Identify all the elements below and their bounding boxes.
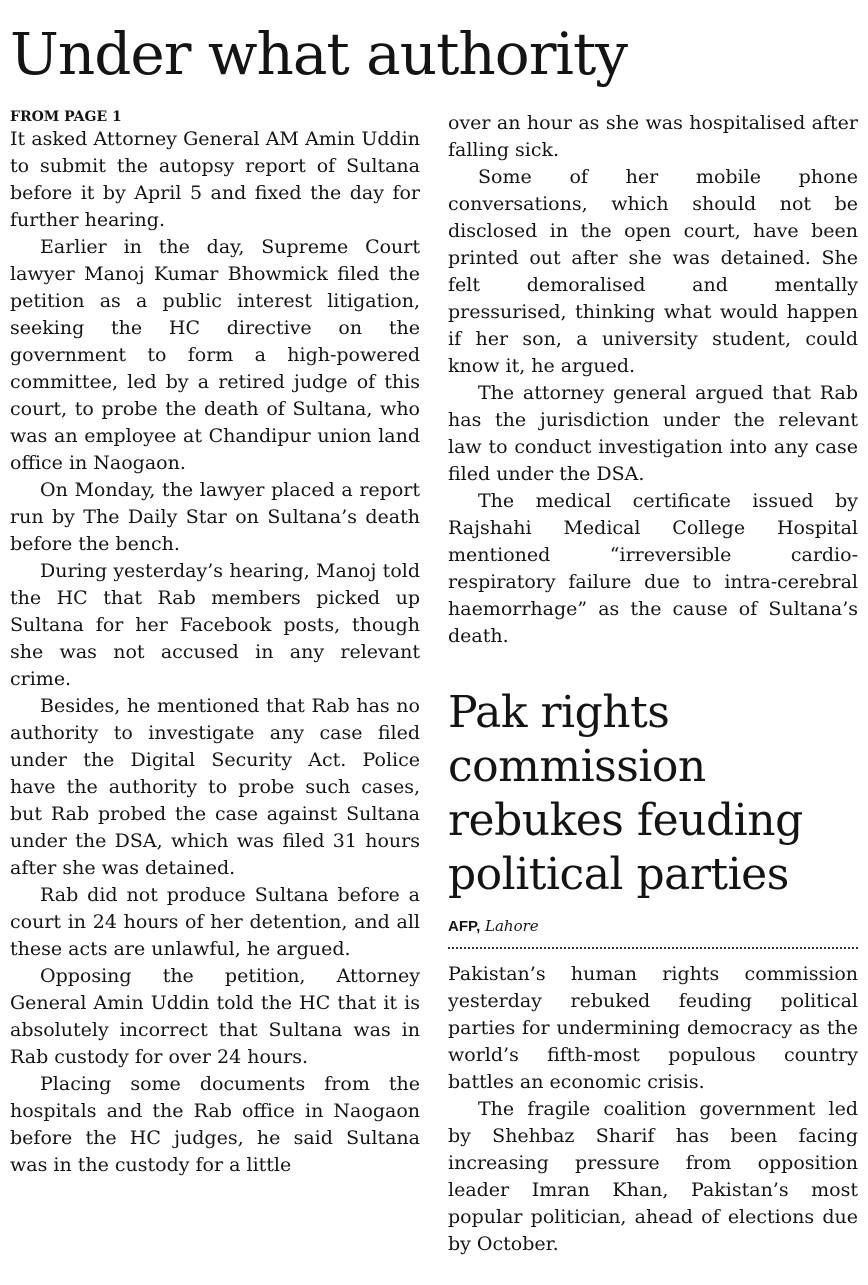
paragraph: The fragile coalition government led by Shehbaz Sharif has been facing increasing pressure from opposition leader Imran Khan, Pakistan’s most popular politician, ahead of elections due by October. — [448, 1098, 858, 1255]
kicker: FROM PAGE 1 — [10, 109, 122, 125]
paragraph: It asked Attorney General AM Amin Uddin to submit the autopsy report of Sultana before it by April 5 and fixed the day for further hearing. — [10, 128, 420, 231]
story2-headline: Pak rights commission rebukes feuding political parties — [448, 687, 803, 900]
byline-agency: AFP, — [448, 918, 481, 935]
story2-body — [448, 961, 858, 1258]
paragraph: Opposing the petition, Attorney General Amin Uddin told the HC that it is absolutely incorrect that Sultana was in Rab custody for over 24 hours. — [10, 965, 420, 1068]
article-column-right — [448, 110, 858, 1258]
paragraph: Earlier in the day, Supreme Court lawyer Manoj Kumar Bhowmick filed the petition as a public interest litigation, seeking the HC directive on the government to form a high-powered committee, led by a retired judge of this court, to probe the death of Sultana, who was an employee at Chandipur union land office in Naogaon. — [10, 236, 420, 474]
paragraph: Besides, he mentioned that Rab has no authority to investigate any case filed under the Digital Security Act. Police have the authority to probe such cases, but Rab probed the case against Sultana under the DSA, which was filed 31 hours after she was detained. — [10, 695, 420, 879]
paragraph: Pakistan’s human rights commission yesterday rebuked feuding political parties for undermining democracy as the world’s fifth-most populous country battles an economic crisis. — [448, 963, 858, 1093]
paragraph: The medical certificate issued by Rajshahi Medical College Hospital mentioned “irreversible cardio-respiratory failure due to intra-cerebral haemorrhage” as the cause of Sultana’s death. — [448, 490, 858, 647]
paragraph: Placing some documents from the hospitals and the Rab office in Naogaon before the HC judges, he said Sultana was in the custody for a little — [10, 1073, 420, 1176]
paragraph: Some of her mobile phone conversations, which should not be disclosed in the open court, have been printed out after she was detained. She felt demoralised and mentally pressurised, thinking what would happen if her son, a university student, could know it, he argued. — [448, 166, 858, 377]
paragraph: The attorney general argued that Rab has the jurisdiction under the relevant law to conduct investigation into any case filed under the DSA. — [448, 382, 858, 485]
paragraph: over an hour as she was hospitalised after falling sick. — [448, 112, 858, 161]
byline — [448, 916, 858, 949]
byline-place: Lahore — [485, 917, 539, 935]
article-column-left — [10, 108, 420, 1179]
paragraph: Rab did not produce Sultana before a court in 24 hours of her detention, and all these acts are unlawful, he argued. — [10, 884, 420, 960]
paragraph: On Monday, the lawyer placed a report run by The Daily Star on Sultana’s death before the bench. — [10, 479, 420, 555]
headline: Under what authority — [10, 20, 628, 88]
paragraph: During yesterday’s hearing, Manoj told the HC that Rab members picked up Sultana for her Facebook posts, though she was not accused in any relevant crime. — [10, 560, 420, 690]
